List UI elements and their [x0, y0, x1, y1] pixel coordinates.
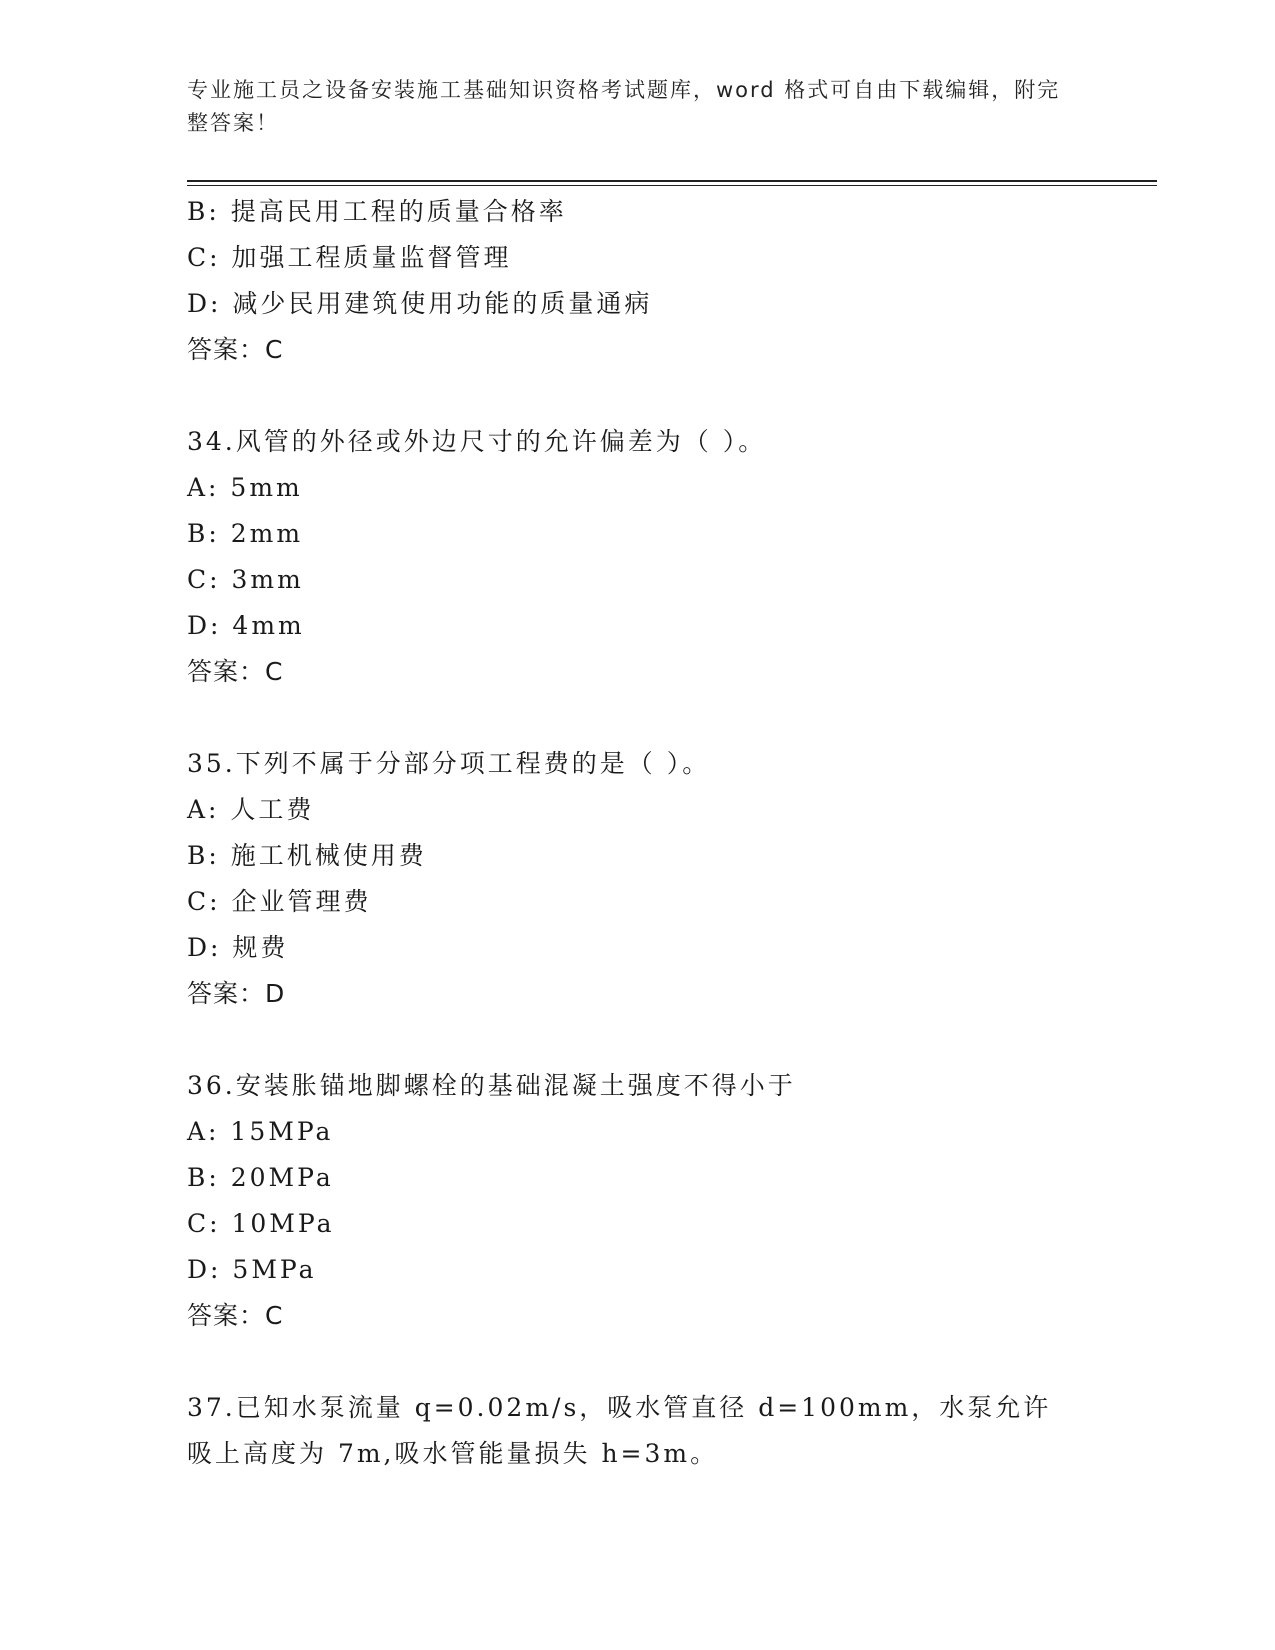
document-header: 专业施工员之设备安装施工基础知识资格考试题库，word 格式可自由下载编辑，附完整答案！	[187, 78, 1061, 135]
question-text: 34.风管的外径或外边尺寸的允许偏差为（ ）。	[187, 427, 767, 456]
spacer	[187, 1017, 1147, 1063]
question-34	[187, 419, 1147, 695]
option-d: D: 5MPa	[187, 1255, 317, 1284]
header-rule-thin	[187, 185, 1157, 186]
spacer	[187, 373, 1147, 419]
question-36	[187, 1063, 1147, 1339]
answer-line: 答案：D	[187, 979, 286, 1008]
question-37	[187, 1385, 1147, 1477]
spacer	[187, 1339, 1147, 1385]
option-b: B: 施工机械使用费	[187, 841, 427, 870]
question-list	[187, 189, 1147, 1477]
option-b: B: 提高民用工程的质量合格率	[187, 197, 567, 226]
question-text: 35.下列不属于分部分项工程费的是（ ）。	[187, 749, 711, 778]
option-d: D: 减少民用建筑使用功能的质量通病	[187, 289, 653, 318]
option-d: D: 4mm	[187, 611, 305, 640]
option-c: C: 3mm	[187, 565, 304, 594]
header-rule-thick	[187, 180, 1157, 182]
question-35	[187, 741, 1147, 1017]
option-d: D: 规费	[187, 933, 289, 962]
spacer	[187, 695, 1147, 741]
option-c: C: 10MPa	[187, 1209, 335, 1238]
option-c: C: 企业管理费	[187, 887, 372, 916]
option-c: C: 加强工程质量监督管理	[187, 243, 512, 272]
answer-line: 答案：C	[187, 657, 284, 686]
option-b: B: 2mm	[187, 519, 304, 548]
option-a: A: 人工费	[187, 795, 315, 824]
option-b: B: 20MPa	[187, 1163, 334, 1192]
question-text: 37.已知水泵流量 q=0.02m/s，吸水管直径 d=100mm，水泵允许吸上高度为 7m,吸水管能量损失 h=3m。	[187, 1393, 1052, 1468]
question-text: 36.安装胀锚地脚螺栓的基础混凝土强度不得小于	[187, 1071, 796, 1100]
prev-question-block	[187, 189, 1147, 373]
answer-line: 答案：C	[187, 335, 284, 364]
option-a: A: 5mm	[187, 473, 303, 502]
answer-line: 答案：C	[187, 1301, 284, 1330]
option-a: A: 15MPa	[187, 1117, 334, 1146]
